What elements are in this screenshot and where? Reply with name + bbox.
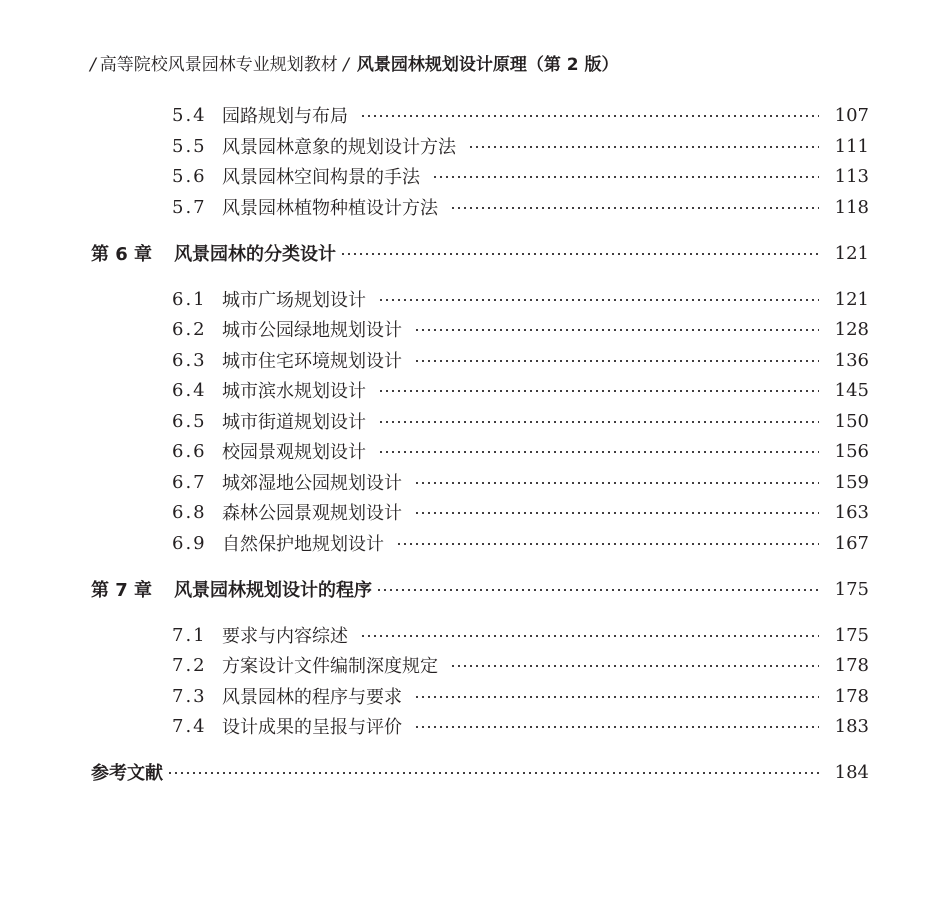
section-number: 6.3 bbox=[172, 349, 207, 371]
section-number: 6.4 bbox=[172, 379, 207, 401]
section-title: 方案设计文件编制深度规定 bbox=[222, 656, 438, 677]
section-title: 园路规划与布局 bbox=[222, 106, 348, 127]
page-number: 178 bbox=[834, 654, 869, 676]
page-number: 128 bbox=[834, 318, 869, 340]
leader-dots bbox=[378, 451, 819, 453]
section-number: 6.5 bbox=[172, 410, 207, 432]
leader-dots bbox=[414, 696, 819, 698]
leader-dots bbox=[432, 176, 819, 178]
leader-dots bbox=[414, 726, 819, 728]
section-title: 城郊湿地公园规划设计 bbox=[222, 473, 402, 494]
chapter-title: 风景园林的分类设计 bbox=[174, 244, 337, 265]
page-number: 156 bbox=[834, 440, 869, 462]
section-number: 7.4 bbox=[172, 715, 207, 737]
toc-entry[interactable] bbox=[0, 345, 940, 375]
page-number: 136 bbox=[834, 349, 869, 371]
leader-dots bbox=[414, 512, 819, 514]
chapter-label: 第 6 章 bbox=[91, 244, 153, 265]
page-number: 184 bbox=[834, 761, 869, 783]
page-number: 167 bbox=[834, 532, 869, 554]
section-title: 风景园林的程序与要求 bbox=[222, 687, 402, 708]
section-number: 6.7 bbox=[172, 471, 207, 493]
page-number: 159 bbox=[834, 471, 869, 493]
leader-dots bbox=[414, 329, 819, 331]
section-number: 5.5 bbox=[172, 135, 207, 157]
leader-dots bbox=[376, 589, 819, 591]
page-number: 107 bbox=[834, 104, 869, 126]
section-number: 7.3 bbox=[172, 685, 207, 707]
leader-dots bbox=[414, 482, 819, 484]
header-slash: / bbox=[343, 55, 349, 75]
toc-entry[interactable] bbox=[0, 650, 940, 680]
leader-dots bbox=[378, 421, 819, 423]
toc-entry[interactable] bbox=[0, 161, 940, 191]
section-title: 自然保护地规划设计 bbox=[222, 534, 384, 555]
toc-entry[interactable] bbox=[0, 131, 940, 161]
toc-entry[interactable] bbox=[0, 314, 940, 344]
leader-dots bbox=[468, 146, 819, 148]
toc-chapter[interactable] bbox=[0, 574, 940, 604]
page-number: 150 bbox=[834, 410, 869, 432]
leader-dots bbox=[360, 115, 819, 117]
section-title: 城市公园绿地规划设计 bbox=[222, 320, 402, 341]
section-number: 5.4 bbox=[172, 104, 207, 126]
toc-references[interactable] bbox=[0, 757, 940, 787]
chapter-title: 风景园林规划设计的程序 bbox=[174, 580, 373, 601]
section-title: 要求与内容综述 bbox=[222, 626, 348, 647]
toc-entry[interactable] bbox=[0, 406, 940, 436]
references-title: 参考文献 bbox=[91, 763, 163, 784]
leader-dots bbox=[167, 772, 819, 774]
leader-dots bbox=[360, 635, 819, 637]
toc-entry[interactable] bbox=[0, 284, 940, 314]
leader-dots bbox=[378, 299, 819, 301]
toc-entry[interactable] bbox=[0, 467, 940, 497]
section-title: 设计成果的呈报与评价 bbox=[222, 717, 402, 738]
section-title: 城市广场规划设计 bbox=[222, 290, 366, 311]
page-number: 121 bbox=[834, 242, 869, 264]
running-header bbox=[90, 50, 619, 75]
leader-dots bbox=[396, 543, 819, 545]
page-number: 178 bbox=[834, 685, 869, 707]
toc-entry[interactable] bbox=[0, 192, 940, 222]
page-number: 183 bbox=[834, 715, 869, 737]
page-number: 145 bbox=[834, 379, 869, 401]
toc-entry[interactable] bbox=[0, 681, 940, 711]
page-number: 111 bbox=[834, 135, 869, 157]
page-number: 118 bbox=[834, 196, 869, 218]
section-number: 6.9 bbox=[172, 532, 207, 554]
section-title: 森林公园景观规划设计 bbox=[222, 503, 402, 524]
section-number: 7.2 bbox=[172, 654, 207, 676]
toc-entry[interactable] bbox=[0, 528, 940, 558]
toc-entry[interactable] bbox=[0, 620, 940, 650]
series-title: 高等院校风景园林专业规划教材 bbox=[99, 55, 338, 75]
page-number: 163 bbox=[834, 501, 869, 523]
leader-dots bbox=[450, 207, 819, 209]
section-title: 城市滨水规划设计 bbox=[222, 381, 366, 402]
page-number: 121 bbox=[834, 288, 869, 310]
toc-entry[interactable] bbox=[0, 711, 940, 741]
section-number: 6.2 bbox=[172, 318, 207, 340]
toc-entry[interactable] bbox=[0, 100, 940, 130]
section-number: 5.6 bbox=[172, 165, 207, 187]
leader-dots bbox=[450, 665, 819, 667]
toc-entry[interactable] bbox=[0, 375, 940, 405]
leader-dots bbox=[340, 253, 819, 255]
page-number: 175 bbox=[834, 578, 869, 600]
section-title: 城市住宅环境规划设计 bbox=[222, 351, 402, 372]
toc-entry[interactable] bbox=[0, 436, 940, 466]
section-title: 风景园林植物种植设计方法 bbox=[222, 198, 438, 219]
section-number: 7.1 bbox=[172, 624, 207, 646]
section-number: 6.6 bbox=[172, 440, 207, 462]
page-number: 113 bbox=[834, 165, 869, 187]
toc-entry[interactable] bbox=[0, 497, 940, 527]
section-title: 风景园林空间构景的手法 bbox=[222, 167, 420, 188]
section-title: 校园景观规划设计 bbox=[222, 442, 366, 463]
section-number: 5.7 bbox=[172, 196, 207, 218]
leader-dots bbox=[414, 360, 819, 362]
header-slash: / bbox=[90, 55, 96, 75]
section-title: 风景园林意象的规划设计方法 bbox=[222, 137, 456, 158]
section-number: 6.1 bbox=[172, 288, 207, 310]
page-number: 175 bbox=[834, 624, 869, 646]
book-title: 风景园林规划设计原理（第 2 版） bbox=[356, 55, 619, 75]
section-title: 城市街道规划设计 bbox=[222, 412, 366, 433]
chapter-label: 第 7 章 bbox=[91, 580, 153, 601]
section-number: 6.8 bbox=[172, 501, 207, 523]
leader-dots bbox=[378, 390, 819, 392]
toc-chapter[interactable] bbox=[0, 238, 940, 268]
